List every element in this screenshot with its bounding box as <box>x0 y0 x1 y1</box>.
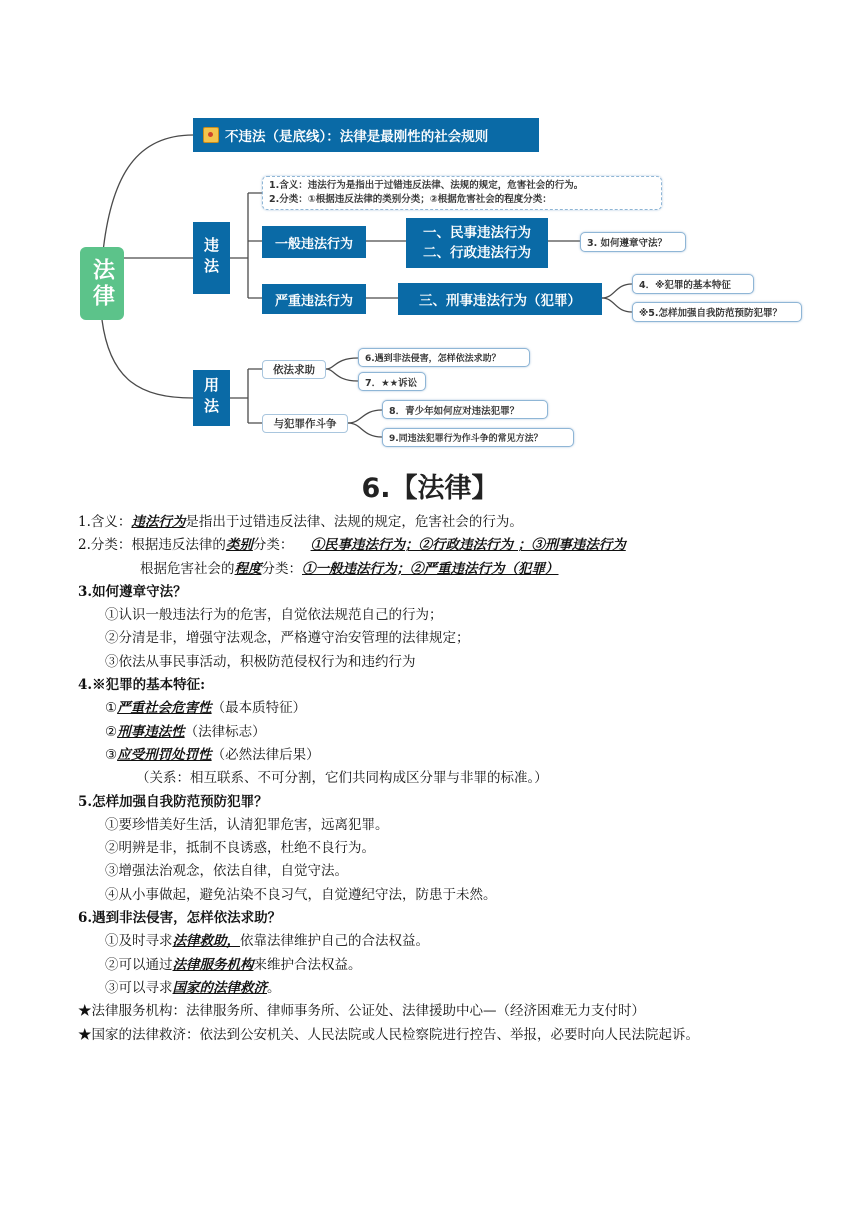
weifa-note-line-1: 1.含义：违法行为是指出于过错违反法律、法规的规定，危害社会的行为。 <box>269 180 584 191</box>
mindmap-root-label: 法律 <box>89 257 115 310</box>
keyword: ①一般违法行为；②严重违法行为（犯罪） <box>302 560 559 577</box>
text: ②可以通过 <box>105 956 173 973</box>
heading-5: 5.怎样加强自我防范预防犯罪？ <box>78 793 268 810</box>
list-item: ②分清是非，增强守法观念，严格遵守治安管理的法律规定； <box>105 630 470 647</box>
list-item <box>78 977 838 1000</box>
document-body <box>78 511 838 1047</box>
list-item <box>78 930 838 953</box>
text: （法律标志） <box>184 723 266 740</box>
general-types-box <box>406 218 548 268</box>
keyword: 法律救助， <box>172 933 240 950</box>
text: （最本质特征） <box>211 700 307 717</box>
text: 。 <box>267 979 281 996</box>
text: 2.分类： <box>78 537 132 554</box>
text: 根据危害社会的 <box>140 560 235 577</box>
text: 分类： <box>252 537 294 554</box>
text: 根据违反法律的 <box>131 537 226 554</box>
text: （必然法律后果） <box>211 746 320 763</box>
weifa-note <box>262 176 662 210</box>
branch-yongfa-label: 用法 <box>202 377 220 419</box>
serious-note-2: ※5.怎样加强自我防范预防犯罪？ <box>632 302 802 322</box>
general-violation-label: 一般违法行为 <box>274 236 353 252</box>
line-classification <box>78 534 838 557</box>
list-item: ②明辨是非，抵制不良诱惑，杜绝不良行为。 <box>105 840 375 857</box>
text: ①及时寻求 <box>105 933 173 950</box>
line-classification-2 <box>78 558 838 581</box>
top-box-label: 不违法（是底线）：法律是最刚性的社会规则 <box>225 129 489 145</box>
serious-violation-label: 严重违法行为 <box>274 293 353 309</box>
mind-map <box>0 0 860 460</box>
heading-4: 4.※犯罪的基本特征: <box>78 677 206 694</box>
text: 1.含义： <box>78 514 132 530</box>
yifa-note-2: 7．★★诉讼 <box>358 372 426 391</box>
text: ③ <box>105 746 118 763</box>
fight-note-1: 8．青少年如何应对违法犯罪？ <box>382 400 548 419</box>
general-type-civil: 一、民事违法行为 <box>423 225 531 241</box>
text: 是指出于过错违反法律、法规的规定，危害社会的行为。 <box>185 514 523 530</box>
serious-note-1: 4．※犯罪的基本特征 <box>632 274 754 294</box>
branch-weifa <box>193 222 230 294</box>
list-item <box>78 721 838 744</box>
list-item: ③依法从事民事活动，积极防范侵权行为和违约行为 <box>105 653 416 670</box>
list-item: ③增强法治观念，依法自律，自觉守法。 <box>105 863 348 880</box>
line-definition <box>78 511 838 534</box>
keyword: 应受刑罚处罚性 <box>117 746 212 763</box>
yifa-note-1: 6.遇到非法侵害，怎样依法求助？ <box>358 348 530 367</box>
mindmap-root <box>80 247 124 320</box>
text: ③可以寻求 <box>105 979 173 996</box>
text: ① <box>105 700 118 717</box>
serious-violation-box <box>262 284 366 314</box>
general-violation-box <box>262 226 366 258</box>
fight-note-2: 9.同违法犯罪行为作斗争的常见方法？ <box>382 428 574 447</box>
heading-3: 3.如何遵章守法？ <box>78 583 187 600</box>
keyword: 类别 <box>225 537 253 554</box>
text: 依靠法律维护自己的合法权益。 <box>240 933 429 950</box>
general-note: 3. 如何遵章守法？ <box>580 232 686 252</box>
list-item: ①认识一般违法行为的危害，自觉依法规范自己的行为； <box>105 607 443 624</box>
serious-type-box <box>398 283 602 315</box>
list-item <box>78 744 838 767</box>
text: ② <box>105 723 118 740</box>
star-note-services: ★法律服务机构：法律服务所、律师事务所、公证处、法律援助中心—（经济困难无力支付时） <box>78 1003 645 1020</box>
fight-box: 与犯罪作斗争 <box>262 414 348 433</box>
list-item <box>78 954 838 977</box>
top-box <box>193 118 539 152</box>
keyword: 严重社会危害性 <box>117 700 212 717</box>
general-type-admin: 二、行政违法行为 <box>423 245 531 261</box>
keyword: ①民事违法行为；②行政违法行为 ；③刑事违法行为 <box>310 537 626 554</box>
list-item: ④从小事做起，避免沾染不良习气，自觉遵纪守法，防患于未然。 <box>105 886 497 903</box>
text: 分类： <box>261 560 302 577</box>
keyword: 刑事违法性 <box>117 723 185 740</box>
keyword: 法律服务机构 <box>172 956 254 973</box>
list-item: ①要珍惜美好生活，认清犯罪危害，远离犯罪。 <box>105 816 389 833</box>
weifa-note-line-2: 2.分类：①根据违反法律的类别分类；②根据危害社会的程度分类： <box>269 194 552 205</box>
keyword: 程度 <box>234 560 262 577</box>
keyword: 违法行为 <box>131 514 186 530</box>
list-item <box>78 697 838 720</box>
star-note-remedy: ★国家的法律救济：依法到公安机关、人民法院或人民检察院进行控告、举报，必要时向人民法院起诉。 <box>78 1026 699 1043</box>
dice-icon <box>203 127 219 143</box>
heading-6: 6.遇到非法侵害，怎样依法求助？ <box>78 910 282 927</box>
page-title: 6.【法律】 <box>361 473 499 504</box>
branch-weifa-label: 违法 <box>202 237 220 279</box>
text: 来维护合法权益。 <box>253 956 362 973</box>
yifa-box: 依法求助 <box>262 360 326 379</box>
keyword: 国家的法律救济 <box>172 979 267 996</box>
relation-note: （关系：相互联系、不可分割，它们共同构成区分罪与非罪的标准。） <box>136 770 548 787</box>
serious-type-label: 三、刑事违法行为（犯罪） <box>419 293 581 309</box>
branch-yongfa <box>193 370 230 426</box>
